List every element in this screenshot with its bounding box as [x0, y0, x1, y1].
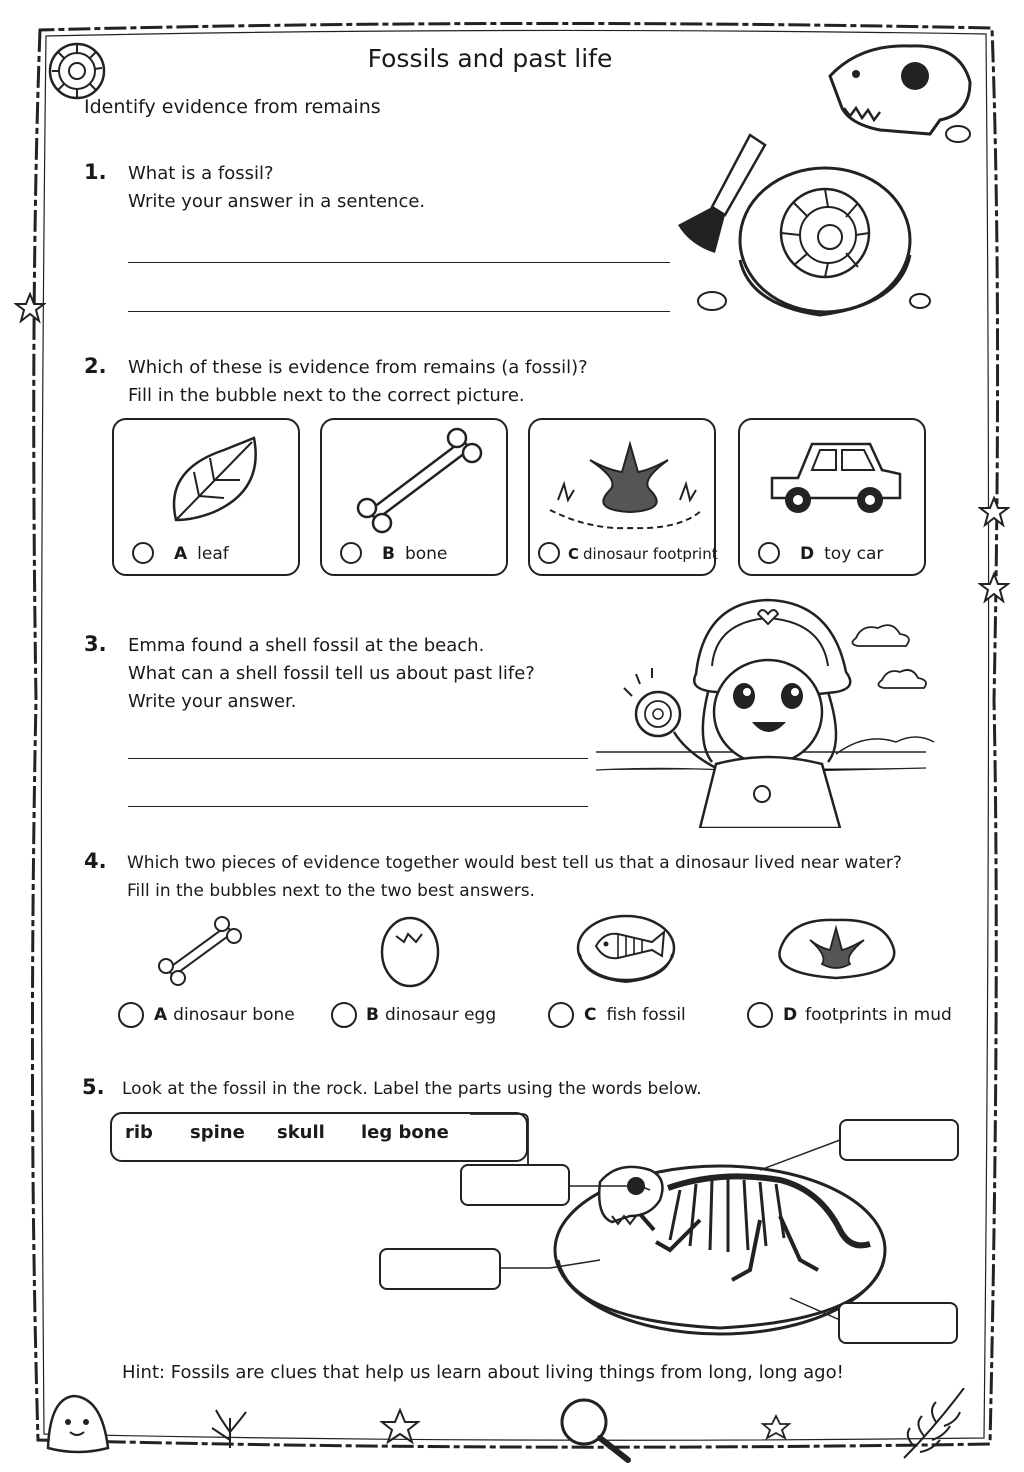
option-label: A dinosaur bone	[154, 1005, 295, 1025]
option-label: D footprints in mud	[783, 1005, 952, 1025]
answer-bubble[interactable]	[340, 542, 362, 564]
question-number: 5.	[82, 1075, 105, 1099]
option-label: B bone	[382, 544, 448, 564]
question-number: 1.	[84, 160, 107, 184]
option-card-toy-car[interactable]	[738, 418, 926, 576]
option-card-bone[interactable]	[320, 418, 508, 576]
dinosaur-footprint-icon	[530, 420, 718, 540]
label-answer-box[interactable]	[838, 1302, 958, 1344]
hint-text: Hint: Fossils are clues that help us learn about living things from long, long ago!	[122, 1362, 844, 1383]
option-label: A leaf	[174, 544, 229, 564]
option-label: D toy car	[800, 544, 884, 564]
question-text: Look at the fossil in the rock. Label the parts using the words below.	[122, 1079, 702, 1099]
answer-bubble[interactable]	[118, 1002, 144, 1028]
question-number: 2.	[84, 354, 107, 378]
option-label: B dinosaur egg	[366, 1005, 497, 1025]
answer-bubble[interactable]	[758, 542, 780, 564]
answer-bubble[interactable]	[331, 1002, 357, 1028]
question-number: 4.	[84, 849, 107, 873]
fish-fossil-icon	[574, 912, 678, 988]
footer-decorations	[44, 1388, 974, 1464]
page-subtitle: Identify evidence from remains	[84, 96, 381, 118]
bone-icon	[322, 420, 510, 540]
option-label: C dinosaur footprint	[568, 545, 718, 563]
question-text: Emma found a shell fossil at the beach. What can a shell fossil tell us about past life? Write your answer.	[128, 635, 535, 712]
label-answer-box[interactable]	[460, 1164, 570, 1206]
question-text: Which of these is evidence from remains (a fossil)? Fill in the bubble next to the correct picture.	[128, 357, 588, 406]
ammonite-fossil-rock-illustration	[670, 125, 940, 325]
leaf-icon	[114, 420, 302, 540]
label-answer-box[interactable]	[839, 1119, 959, 1161]
answer-bubble[interactable]	[747, 1002, 773, 1028]
dinosaur-bone-icon	[150, 914, 250, 988]
question-text: Which two pieces of evidence together would best tell us that a dinosaur lived near water? Fill in the bubbles next to the two best answers.	[127, 853, 902, 901]
option-card-leaf[interactable]	[112, 418, 300, 576]
question-number: 3.	[84, 632, 107, 656]
answer-line[interactable]	[128, 758, 588, 759]
girl-with-shell-fossil-illustration	[596, 592, 936, 828]
toy-car-icon	[740, 420, 928, 540]
page-title: Fossils and past life	[367, 44, 613, 73]
label-answer-box[interactable]	[379, 1248, 501, 1290]
answer-bubble[interactable]	[132, 542, 154, 564]
option-label: C fish fossil	[584, 1005, 686, 1025]
word-bank-item: skull	[277, 1122, 325, 1143]
dinosaur-egg-icon	[378, 912, 444, 988]
answer-line[interactable]	[128, 311, 670, 312]
star-icon	[14, 292, 46, 324]
word-bank-item: leg bone	[361, 1122, 449, 1143]
question-text: What is a fossil? Write your answer in a sentence.	[128, 163, 426, 212]
answer-line[interactable]	[128, 262, 670, 263]
option-card-dinosaur-footprint[interactable]	[528, 418, 716, 576]
star-icon	[978, 572, 1010, 604]
answer-line[interactable]	[128, 806, 588, 807]
answer-bubble[interactable]	[548, 1002, 574, 1028]
word-bank-item: spine	[190, 1122, 245, 1143]
answer-bubble[interactable]	[538, 542, 560, 564]
star-icon	[978, 496, 1010, 528]
word-bank-item: rib	[125, 1122, 153, 1143]
footprints-in-mud-icon	[770, 910, 902, 986]
